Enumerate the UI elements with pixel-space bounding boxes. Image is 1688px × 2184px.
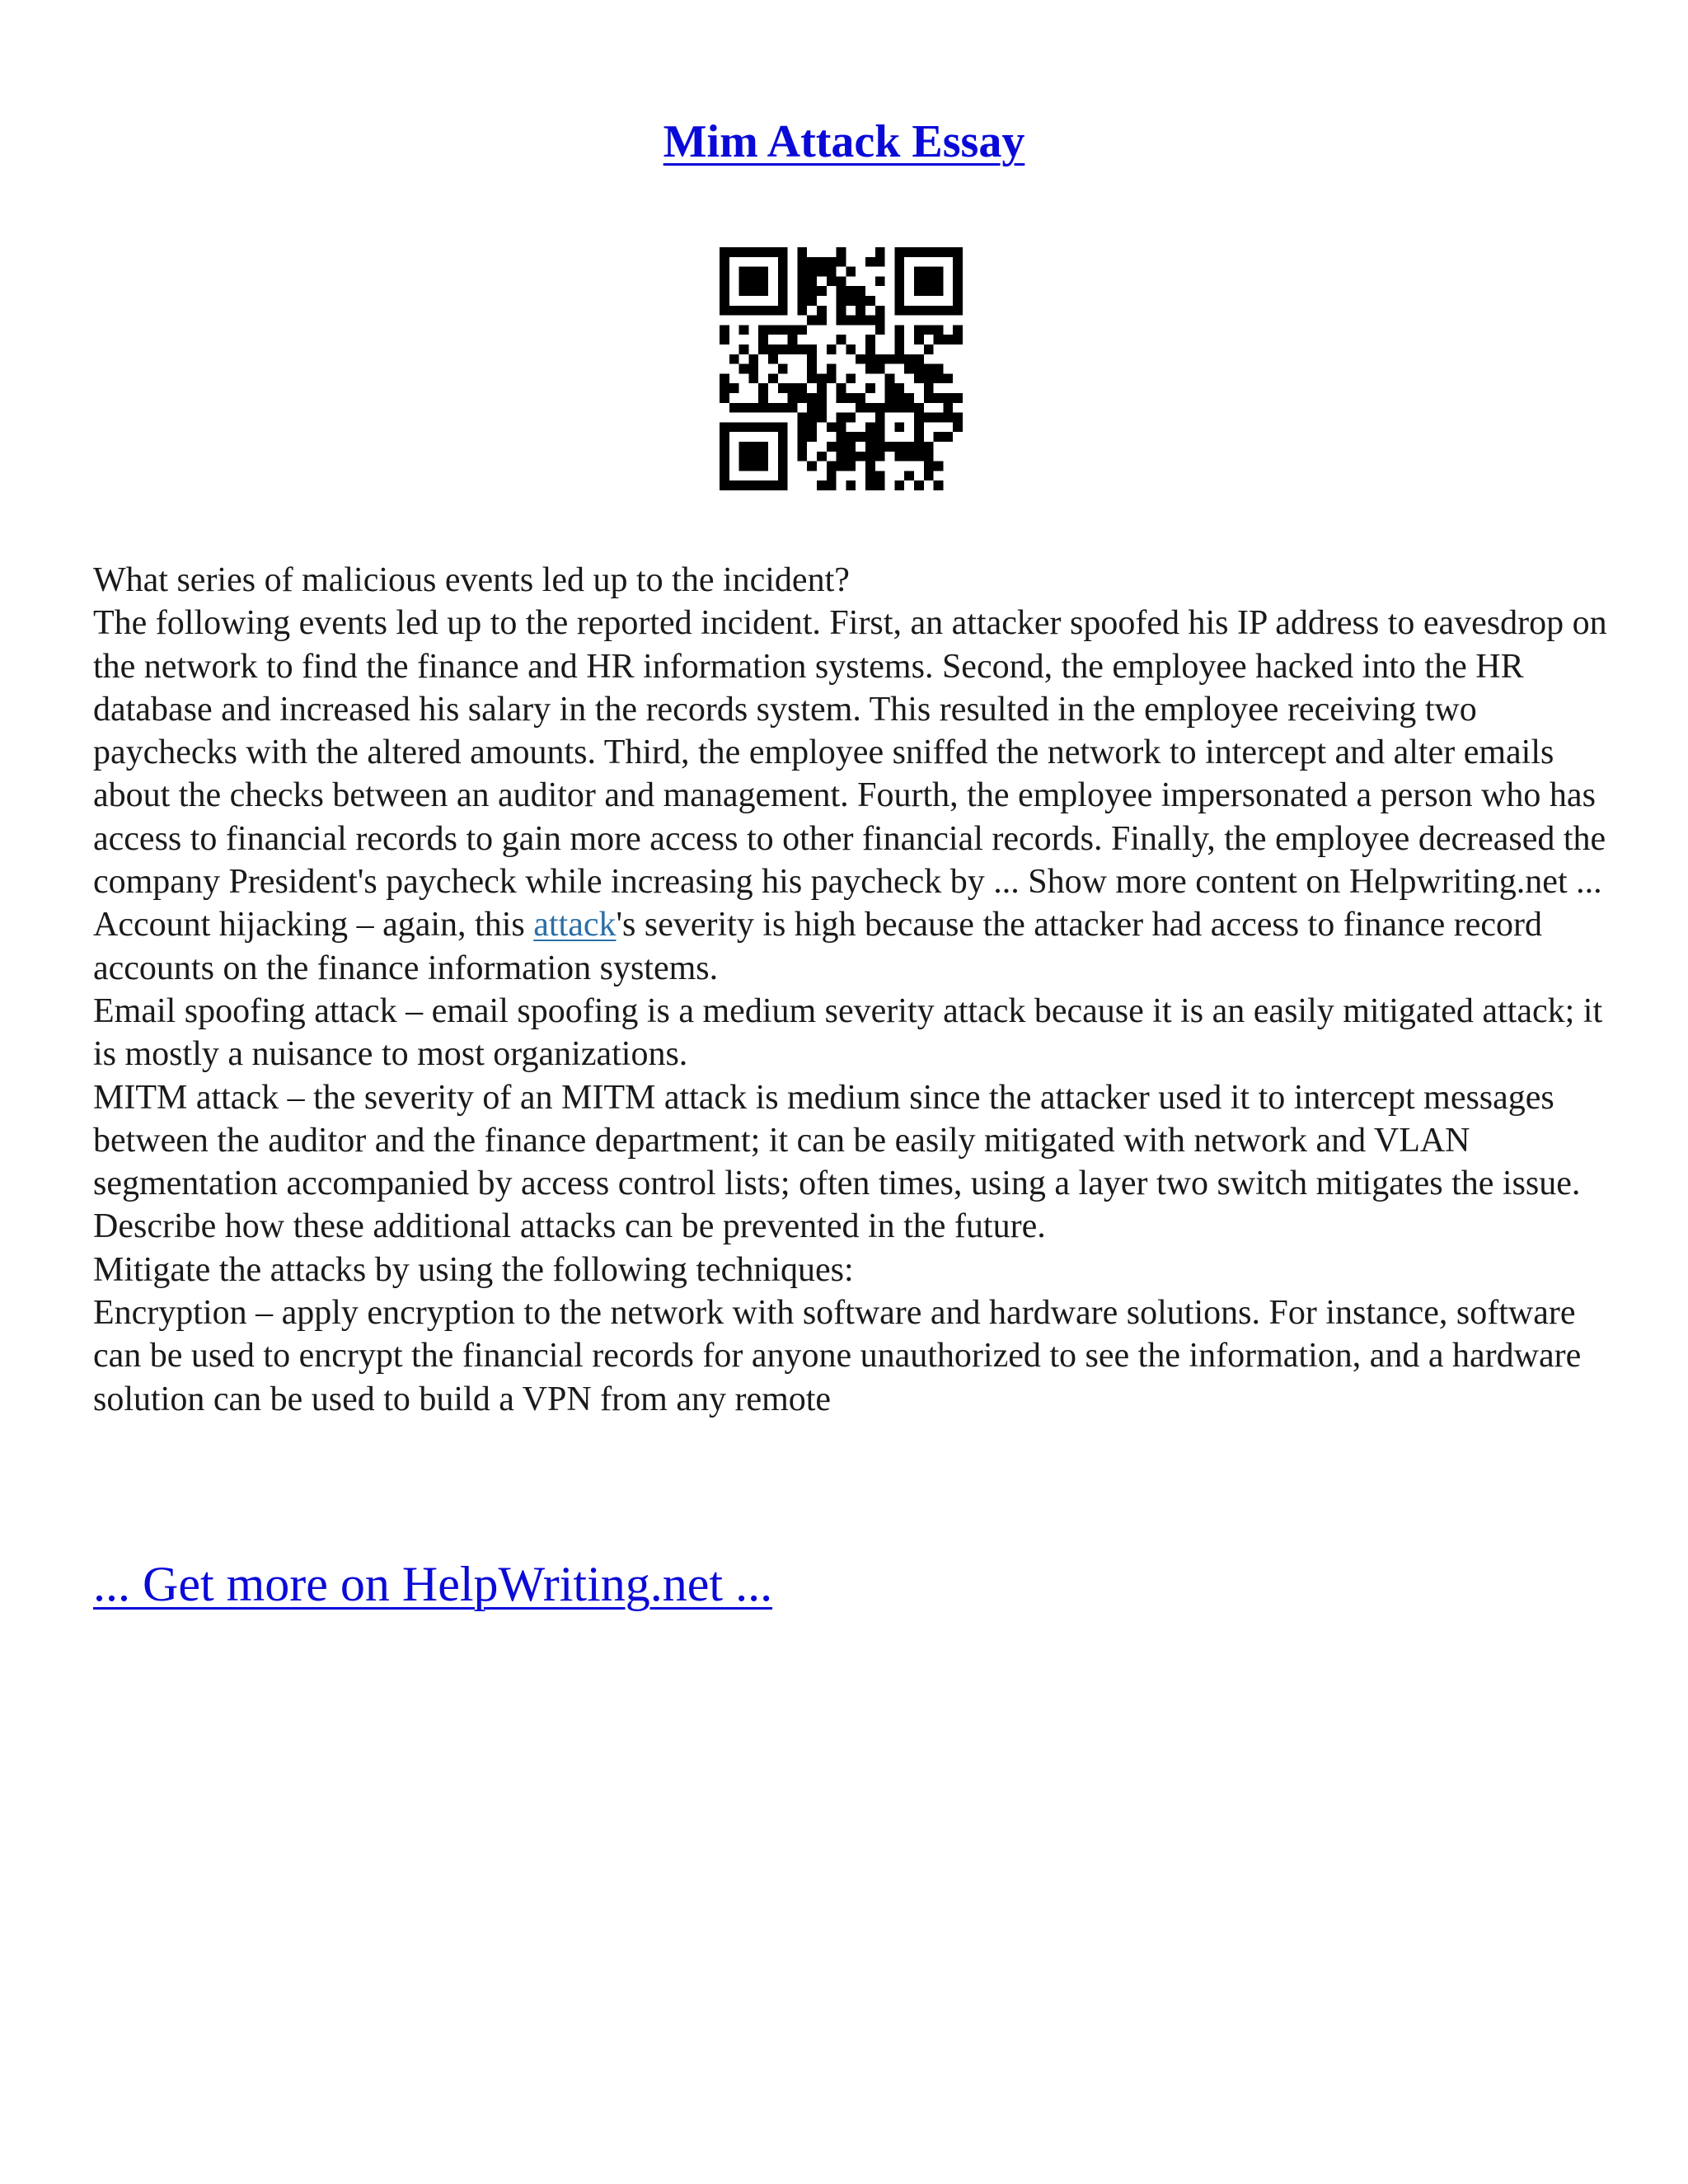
paragraph-events: The following events led up to the reported incident. First, an attacker spoofed his IP address to eavesdrop on the network to find the finance and HR information systems. Second, the employee hacked into the HR database and increased his salary in the records system. This resulted in the employee receiving two paychecks with the altered amounts. Third, the employee sniffed the network to intercept and alter emails about the checks between an auditor and management. Fourth, the employee impersonated a person who has access to financial records to gain more access to other financial records. Finally, the employee decreased the company President's paycheck while increasing his paycheck by ... Show more content on Helpwriting.net ... (93, 604, 1607, 902)
paragraph-account-hijacking-text-2: 's severity is high because the attacker had access to finance record accounts on the finance information systems. (93, 906, 1543, 987)
get-more-link[interactable]: ... Get more on HelpWriting.net ... (93, 1557, 773, 1611)
paragraph-mitigate: Mitigate the attacks by using the following techniques: (93, 1250, 854, 1289)
paragraph-account-hijacking (93, 903, 1610, 990)
paragraph-account-hijacking-text-1: Account hijacking – again, this (93, 906, 534, 944)
title-container (0, 115, 1688, 168)
page-title-link[interactable]: Mim Attack Essay (663, 116, 1025, 167)
paragraph-mitm: MITM attack – the severity of an MITM attack is medium since the attacker used it to intercept messages between the auditor and the finance department; it can be easily mitigated with network and VLAN segmentation accompanied by access control lists; often times, using a layer two switch mitigates the issue. (93, 1078, 1581, 1203)
paragraph-question-2: Describe how these additional attacks can be prevented in the future. (93, 1207, 1046, 1246)
paragraph-question-1: What series of malicious events led up to the incident? (93, 561, 850, 599)
attack-link[interactable]: attack (533, 906, 617, 944)
paragraph-email-spoofing: Email spoofing attack – email spoofing is a medium severity attack because it is an easily mitigated attack; it is mostly a nuisance to most organizations. (93, 991, 1603, 1074)
qr-code-icon[interactable] (720, 247, 963, 490)
essay-body (93, 559, 1610, 1421)
paragraph-encryption: Encryption – apply encryption to the network with software and hardware solutions. For instance, software can be used to encrypt the financial records for anyone unauthorized to see the information, and a hardware solution can be used to build a VPN from any remote (93, 1294, 1582, 1418)
